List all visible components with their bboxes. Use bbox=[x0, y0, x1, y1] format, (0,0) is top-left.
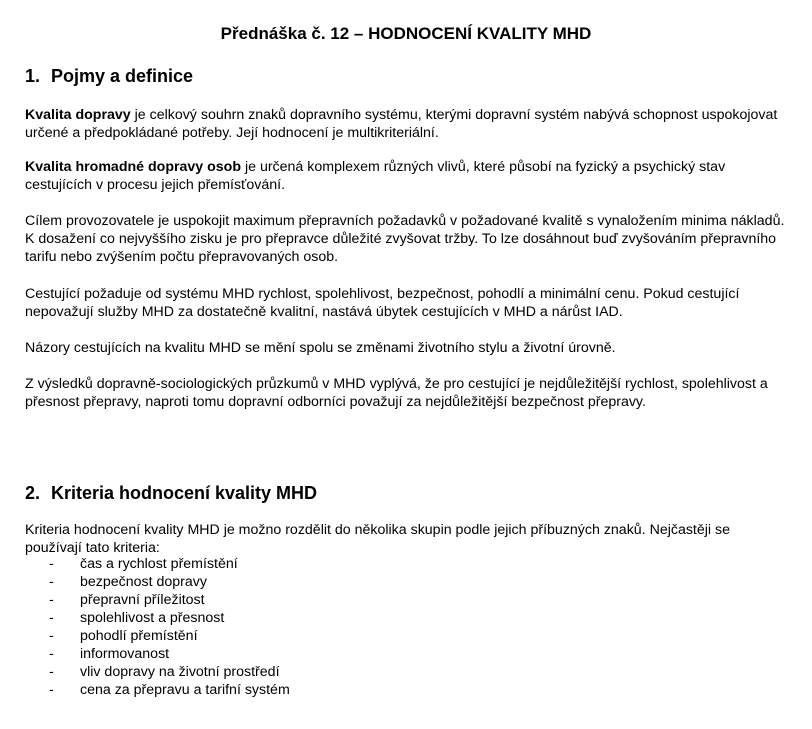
criteria-item-text: pohodlí přemístění bbox=[80, 628, 198, 644]
paragraph-passenger-demands: Cestující požaduje od systému MHD rychlost, spolehlivost, bezpečnost, pohodlí a minimální cenu. Pokud cestující nepovažují služby MHD za dostatečně kvalitní, nastává úbytek cestujících v MHD a nárůst IAD. bbox=[25, 286, 740, 320]
criteria-item-text: bezpečnost dopravy bbox=[80, 574, 207, 590]
section-2-number: 2. bbox=[25, 483, 41, 503]
criteria-list bbox=[25, 555, 290, 699]
term-kvalita-dopravy: Kvalita dopravy bbox=[25, 107, 131, 123]
paragraph-public-transport-quality bbox=[25, 158, 785, 194]
paragraph-criteria-intro: Kriteria hodnocení kvality MHD je možno rozdělit do několika skupin podle jejich příbuzných znaků. Nejčastěji se používají tato kriteria: bbox=[25, 522, 730, 556]
paragraph-quality-definition bbox=[25, 106, 785, 142]
criteria-item-text: spolehlivost a přesnost bbox=[80, 610, 225, 626]
list-item bbox=[25, 555, 290, 573]
section-2-heading bbox=[25, 483, 317, 504]
bullet-dash: - bbox=[49, 646, 54, 662]
bullet-dash: - bbox=[49, 682, 54, 698]
criteria-item-text: přepravní příležitost bbox=[80, 592, 205, 608]
term-kvalita-hromadne-dopravy: Kvalita hromadné dopravy osob bbox=[25, 159, 242, 175]
document-title: Přednáška č. 12 – HODNOCENÍ KVALITY MHD bbox=[220, 24, 592, 43]
list-item bbox=[25, 663, 290, 681]
bullet-dash: - bbox=[49, 610, 54, 626]
section-1-title: Pojmy a definice bbox=[51, 66, 194, 86]
criteria-item-text: cena za přepravu a tarifní systém bbox=[80, 682, 290, 698]
bullet-dash: - bbox=[49, 592, 54, 608]
list-item bbox=[25, 627, 290, 645]
list-item bbox=[25, 609, 290, 627]
paragraph-operator-goal: Cílem provozovatele je uspokojit maximum přepravních požadavků v požadované kvalitě s vynaložením minima nákladů. K dosažení co nejvyššího zisku je pro přepravce důležité zvyšovat tržby. To lze dosáhnout buď zvyšováním přepravního tarifu nebo zvýšením počtu přepravovaných osob. bbox=[25, 213, 785, 265]
criteria-item-text: vliv dopravy na životní prostředí bbox=[80, 664, 280, 680]
section-1-heading bbox=[25, 66, 193, 87]
bullet-dash: - bbox=[49, 574, 54, 590]
section-2-title: Kriteria hodnocení kvality MHD bbox=[51, 483, 318, 503]
list-item bbox=[25, 591, 290, 609]
list-item bbox=[25, 573, 290, 591]
paragraph-text: je určená komplexem různých vlivů, které působí na fyzický a psychický stav cestujících v procesu jejich přemísťování. bbox=[25, 159, 726, 193]
list-item bbox=[25, 681, 290, 699]
paragraph-passenger-opinions: Názory cestujících na kvalitu MHD se mění spolu se změnami životního stylu a životní úrovně. bbox=[25, 340, 616, 356]
bullet-dash: - bbox=[49, 556, 54, 572]
bullet-dash: - bbox=[49, 664, 54, 680]
list-item bbox=[25, 645, 290, 663]
section-1-number: 1. bbox=[25, 66, 41, 86]
criteria-item-text: informovanost bbox=[80, 646, 170, 662]
paragraph-text: je celkový souhrn znaků dopravního systému, kterými dopravní systém nabývá schopnost uspokojovat určené a předpokládané potřeby. Její hodnocení je multikriteriální. bbox=[25, 107, 778, 141]
paragraph-survey-results: Z výsledků dopravně-sociologických průzkumů v MHD vyplývá, že pro cestující je nejdůležitější rychlost, spolehlivost a přesnost přepravy, naproti tomu dopravní odborníci považují za nejdůležitější bezpečnost přepravy. bbox=[25, 376, 768, 410]
bullet-dash: - bbox=[49, 628, 54, 644]
criteria-item-text: čas a rychlost přemístění bbox=[80, 556, 238, 572]
